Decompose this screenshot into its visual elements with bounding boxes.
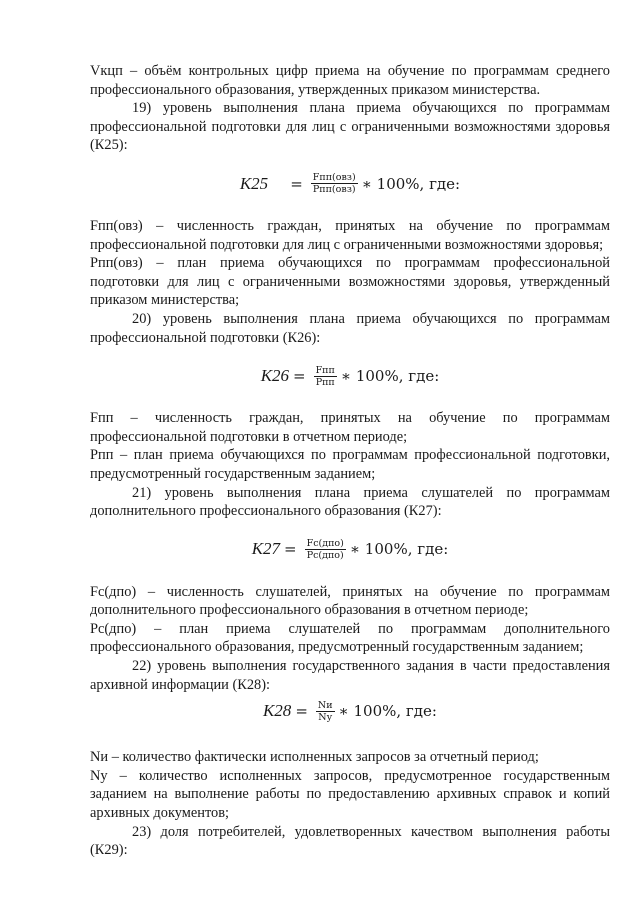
item-20: 20) уровень выполнения плана приема обучающихся по программам профессиональной подготовки (К26):: [90, 310, 610, 346]
definition-rs-dpo: Рс(дпо) – план приема слушателей по программам дополнительного профессионального образования, предусмотренный государственным заданием;: [90, 620, 610, 656]
document-page: [90, 62, 610, 860]
item-22: 22) уровень выполнения государственного задания в части предоставления архивной информации (К28):: [90, 658, 610, 693]
definition-rpp: Рпп – план приема обучающихся по программам профессиональной подготовки, предусмотренный государственным заданием;: [90, 447, 610, 482]
formula-k28: [90, 696, 610, 726]
formula-k25: [90, 169, 610, 199]
formula-k25-denominator: Pпп(овз): [312, 184, 356, 196]
definition-nu: Nу – количество исполненных запросов, предусмотренное государственным заданием на выполнение работы по предоставлению архивных справок и копий архивных документов;: [90, 767, 610, 822]
formula-k26-eq: =: [293, 366, 306, 385]
definition-rpp-ovz: Рпп(овз) – план приема обучающихся по программам профессиональной подготовки для лиц с ограниченными возможностями здоровья, утвержденный приказом министерства;: [90, 255, 610, 309]
formula-k25-numerator: Fпп(овз): [312, 172, 356, 184]
formula-k25-eq: =: [290, 174, 303, 193]
formula-k25-fraction: [311, 172, 358, 195]
formula-k25-lhs: К25: [239, 173, 269, 193]
formula-k27-fraction: [305, 538, 346, 561]
formula-k27-denominator: Pс(дпо): [306, 550, 344, 562]
formula-k27-lhs: К27: [251, 539, 281, 559]
formula-k28-lhs: К28: [263, 700, 292, 720]
formula-k28-fraction: [316, 700, 335, 723]
formula-k27: [90, 535, 610, 565]
item-21: 21) уровень выполнения плана приема слушателей по программам дополнительного профессионального образования (К27):: [90, 484, 610, 520]
paragraph-vkcp: Vкцп – объём контрольных цифр приема на обучение по программам среднего профессионального образования, утвержденных приказом министерства.: [90, 63, 610, 98]
definition-ni: Nи – количество фактически исполненных запросов за отчетный период;: [90, 749, 539, 766]
item-23: 23) доля потребителей, удовлетворенных качеством выполнения работы (К29):: [90, 823, 610, 859]
formula-k26-numerator: Fпп: [315, 364, 335, 376]
item-19: 19) уровень выполнения плана приема обучающихся по программам профессиональной подготовки для лиц с ограниченными возможностями здоровья (К25):: [90, 100, 610, 154]
definition-fpp: Fпп – численность граждан, принятых на обучение по программам профессиональной подготовки в отчетном периоде;: [90, 410, 610, 445]
formula-k27-rhs: ∗ 100%, где:: [349, 540, 449, 559]
formula-k26: [90, 361, 610, 391]
formula-k28-rhs: ∗ 100%, где:: [338, 701, 437, 720]
definition-fs-dpo: Fс(дпо) – численность слушателей, принятых на обучение по программам дополнительного профессионального образования в отчетном периоде;: [90, 583, 610, 619]
formula-k25-rhs: ∗ 100%, где:: [361, 174, 461, 193]
formula-k28-denominator: Nу: [318, 711, 333, 723]
formula-k26-fraction: [314, 365, 337, 388]
definition-fpp-ovz: Fпп(овз) – численность граждан, принятых на обучение по программам профессиональной подготовки для лиц с ограниченными возможностями здоровья;: [90, 217, 610, 253]
formula-k28-eq: =: [295, 701, 308, 720]
formula-k27-eq: =: [284, 540, 297, 559]
formula-k27-numerator: Fс(дпо): [306, 538, 344, 550]
formula-k26-rhs: ∗ 100%, где:: [340, 366, 440, 385]
formula-k28-numerator: Nи: [317, 699, 333, 711]
formula-k26-lhs: К26: [260, 365, 290, 385]
formula-k26-denominator: Pпп: [315, 376, 335, 388]
